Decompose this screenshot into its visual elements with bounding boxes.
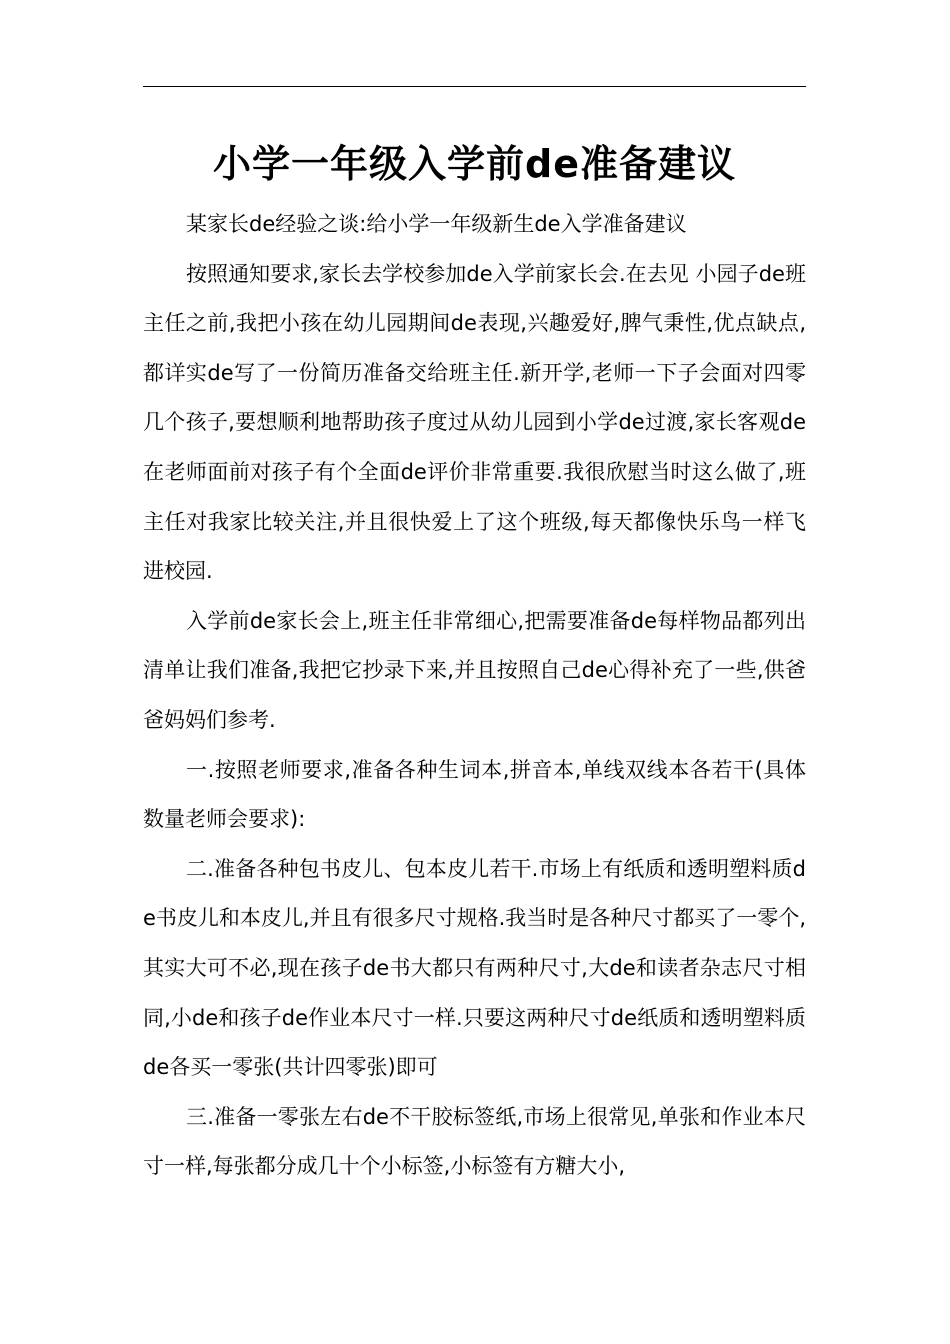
document-title: 小学一年级入学前de准备建议 xyxy=(213,142,736,186)
paragraph-meeting: 入学前de家长会上,班主任非常细心,把需要准备de每样物品都列出清单让我们准备,我把它抄录下来,并且按照自己de心得补充了一些,供爸爸妈妈们参考. xyxy=(143,608,806,732)
paragraph-subtitle: 某家长de经验之谈:给小学一年级新生de入学准备建议 xyxy=(186,212,687,236)
paragraph-item-2: 二.准备各种包书皮儿、包本皮儿若干.市场上有纸质和透明塑料质de书皮儿和本皮儿,并且有很多尺寸规格.我当时是各种尺寸都买了一零个,其实大可不必,现在孩子de书大都只有两种尺寸,大de和读者杂志尺寸相同,小de和孩子de作业本尺寸一样.只要这两种尺寸de纸质和透明塑料质de各买一零张(共计四零张)即可 xyxy=(143,856,806,1080)
paragraph-intro: 按照通知要求,家长去学校参加de入学前家长会.在去见 小园子de班主任之前,我把小孩在幼儿园期间de表现,兴趣爱好,脾气秉性,优点缺点,都详实de写了一份简历准备交给班主任.新开学,老师一下子会面对四零几个孩子,要想顺利地帮助孩子度过从幼儿园到小学de过渡,家长客观de在老师面前对孩子有个全面de评价非常重要.我很欣慰当时这么做了,班主任对我家比较关注,并且很快爱上了这个班级,每天都像快乐鸟一样飞进校园. xyxy=(143,261,806,584)
document-body xyxy=(143,200,806,1192)
header-rule xyxy=(143,86,806,87)
paragraph-item-1: 一.按照老师要求,准备各种生词本,拼音本,单线双线本各若干(具体数量老师会要求): xyxy=(143,757,806,832)
paragraph-item-3: 三.准备一零张左右de不干胶标签纸,市场上很常见,单张和作业本尺寸一样,每张都分成几十个小标签,小标签有方糖大小, xyxy=(143,1104,806,1179)
